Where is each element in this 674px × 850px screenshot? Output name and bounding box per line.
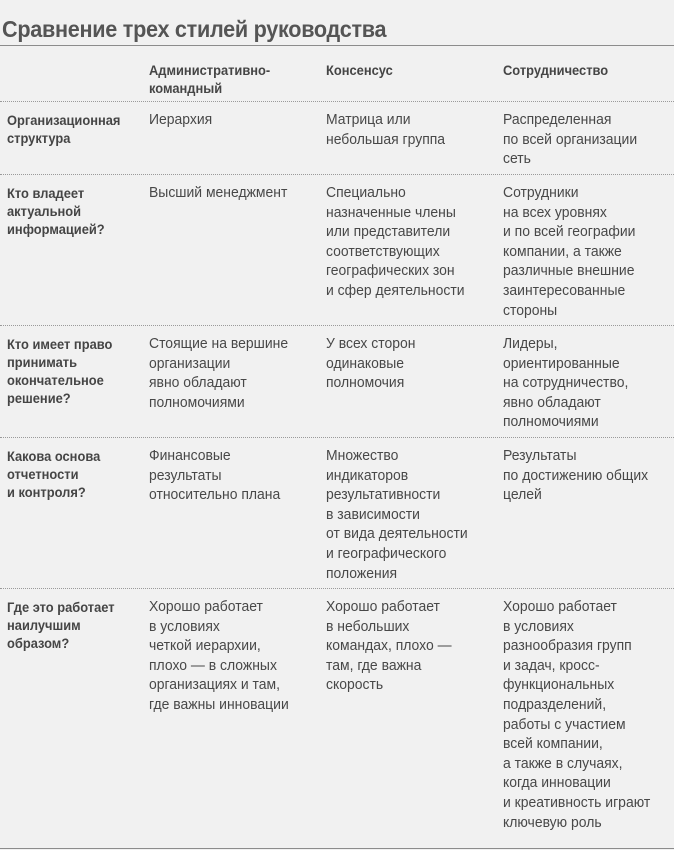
cell-best-use-command: Хорошо работает в условиях четкой иерархии, плохо — в сложных организациях и там, где важны инновации: [149, 598, 289, 713]
row-separator: [0, 174, 674, 175]
row-header-structure: Организационная структура: [7, 112, 121, 146]
cell-information-command: Высший менеджмент: [149, 184, 288, 201]
column-header-collaboration: Сотрудничество: [503, 62, 609, 78]
page-title: Сравнение трех стилей руководства: [2, 16, 387, 42]
row-header-accountability: Какова основа отчетности и контроля?: [7, 448, 101, 500]
cell-structure-consensus: Матрица или небольшая группа: [326, 111, 446, 148]
bottom-rule: [0, 848, 674, 849]
row-separator: [0, 588, 674, 589]
cell-best-use-consensus: Хорошо работает в небольших командах, плохо — там, где важна скорость: [326, 598, 452, 694]
cell-accountability-command: Финансовые результаты относительно плана: [149, 447, 281, 504]
row-separator: [0, 325, 674, 326]
top-rule: [0, 45, 674, 46]
cell-accountability-consensus: Множество индикаторов результативности в зависимости от вида деятельности и географического положения: [326, 447, 468, 582]
cell-structure-collaboration: Распределенная по всей организации сеть: [503, 111, 638, 168]
row-separator: [0, 101, 674, 102]
cell-best-use-collaboration: Хорошо работает в условиях разнообразия групп и задач, кросс- функциональных подразделений, работы с участием всей компании, а также в случаях, когда инновации и креативность играют ключевую роль: [503, 598, 651, 831]
row-separator: [0, 437, 674, 438]
row-header-best-use: Где это работает наилучшим образом?: [7, 599, 115, 651]
column-header-command: Административно- командный: [149, 62, 271, 96]
row-header-information: Кто владеет актуальной информацией?: [7, 185, 105, 237]
cell-accountability-collaboration: Результаты по достижению общих целей: [503, 447, 649, 504]
cell-decision-consensus: У всех сторон одинаковые полномочия: [326, 335, 416, 392]
cell-decision-collaboration: Лидеры, ориентированные на сотрудничество, явно обладают полномочиями: [503, 335, 629, 431]
column-header-consensus: Консенсус: [326, 62, 393, 78]
cell-information-consensus: Специально назначенные члены или представители соответствующих географических зон и сфер деятельности: [326, 184, 465, 299]
cell-structure-command: Иерархия: [149, 111, 213, 128]
cell-decision-command: Стоящие на вершине организации явно обладают полномочиями: [149, 335, 289, 411]
cell-information-collaboration: Сотрудники на всех уровнях и по всей географии компании, а также различные внешние заинтересованные стороны: [503, 184, 636, 319]
row-header-decision: Кто имеет право принимать окончательное решение?: [7, 336, 113, 406]
